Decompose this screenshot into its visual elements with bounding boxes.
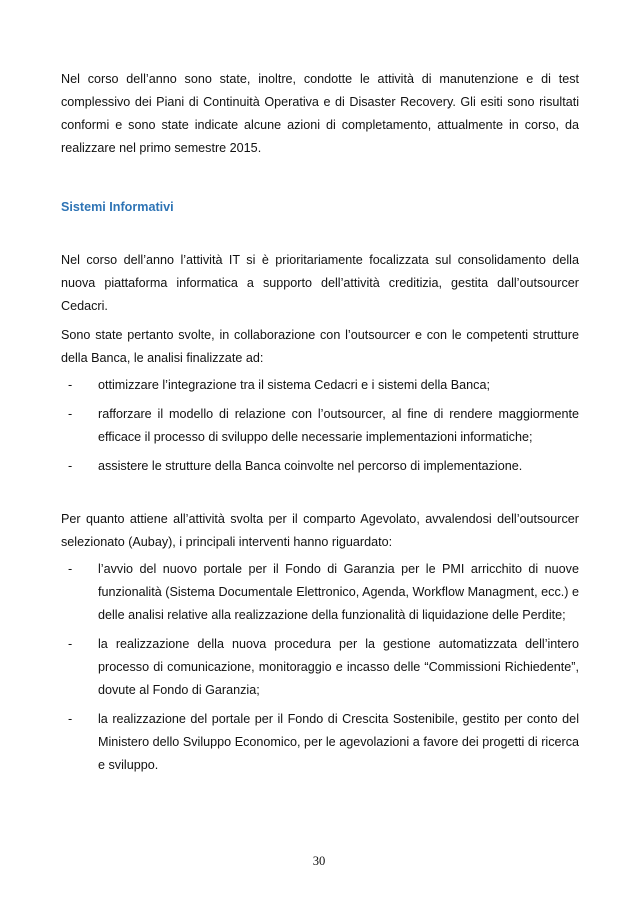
spacer <box>61 160 579 196</box>
list-item <box>61 558 579 627</box>
list-item-text: la realizzazione della nuova procedura per la gestione automatizzata dell’intero processo di comunicazione, monitoraggio e incasso delle “Commissioni Richiedente”, dovute al Fondo di Garanzia; <box>98 637 579 697</box>
intro-paragraph: Nel corso dell’anno sono state, inoltre, condotte le attività di manutenzione e di test complessivo dei Piani di Continuità Operativa e di Disaster Recovery. Gli esiti sono risultati conformi e sono state indicate alcune azioni di completamento, attualmente in corso, da realizzare nel primo semestre 2015. <box>61 72 579 155</box>
list-item <box>61 708 579 777</box>
spacer <box>61 219 579 249</box>
list-item <box>61 403 579 449</box>
dash-marker: - <box>68 378 73 392</box>
list-item <box>61 455 579 478</box>
dash-marker: - <box>68 407 73 421</box>
list-item-text: assistere le strutture della Banca coinvolte nel percorso di implementazione. <box>98 459 523 473</box>
list-item-text: l’avvio del nuovo portale per il Fondo di Garanzia per le PMI arricchito di nuove funzionalità (Sistema Documentale Elettronico, Agenda, Workflow Managment, ecc.) e delle analisi relative alla realizzazione della funzionalità di liquidazione delle Perdite; <box>98 562 579 622</box>
section-heading: Sistemi Informativi <box>61 200 174 214</box>
section-paragraph-3: Per quanto attiene all’attività svolta per il comparto Agevolato, avvalendosi dell’outsourcer selezionato (Aubay), i principali interventi hanno riguardato: <box>61 512 579 549</box>
dash-marker: - <box>68 637 73 651</box>
list-item-text: rafforzare il modello di relazione con l’outsourcer, al fine di rendere maggiormente efficace il processo di sviluppo delle necessarie implementazioni informatiche; <box>98 407 579 444</box>
dash-marker: - <box>68 712 73 726</box>
dash-marker: - <box>68 459 73 473</box>
dash-marker: - <box>68 562 73 576</box>
interventions-list <box>61 558 579 777</box>
section-paragraph-1: Nel corso dell’anno l’attività IT si è prioritariamente focalizzata sul consolidamento della nuova piattaforma informatica a supporto dell’attività creditizia, gestita dall’outsourcer Cedacri. <box>61 253 579 313</box>
page-content <box>61 68 579 777</box>
analysis-list <box>61 374 579 478</box>
list-item-text: la realizzazione del portale per il Fondo di Crescita Sostenibile, gestito per conto del Ministero dello Sviluppo Economico, per le agevolazioni a favore dei progetti di ricerca e sviluppo. <box>98 712 579 772</box>
list-item <box>61 633 579 702</box>
spacer <box>61 478 579 508</box>
page-number: 30 <box>312 854 326 868</box>
section-paragraph-2: Sono state pertanto svolte, in collaborazione con l’outsourcer e con le competenti strutture della Banca, le analisi finalizzate ad: <box>61 328 579 365</box>
list-item <box>61 374 579 397</box>
list-item-text: ottimizzare l’integrazione tra il sistema Cedacri e i sistemi della Banca; <box>98 378 490 392</box>
